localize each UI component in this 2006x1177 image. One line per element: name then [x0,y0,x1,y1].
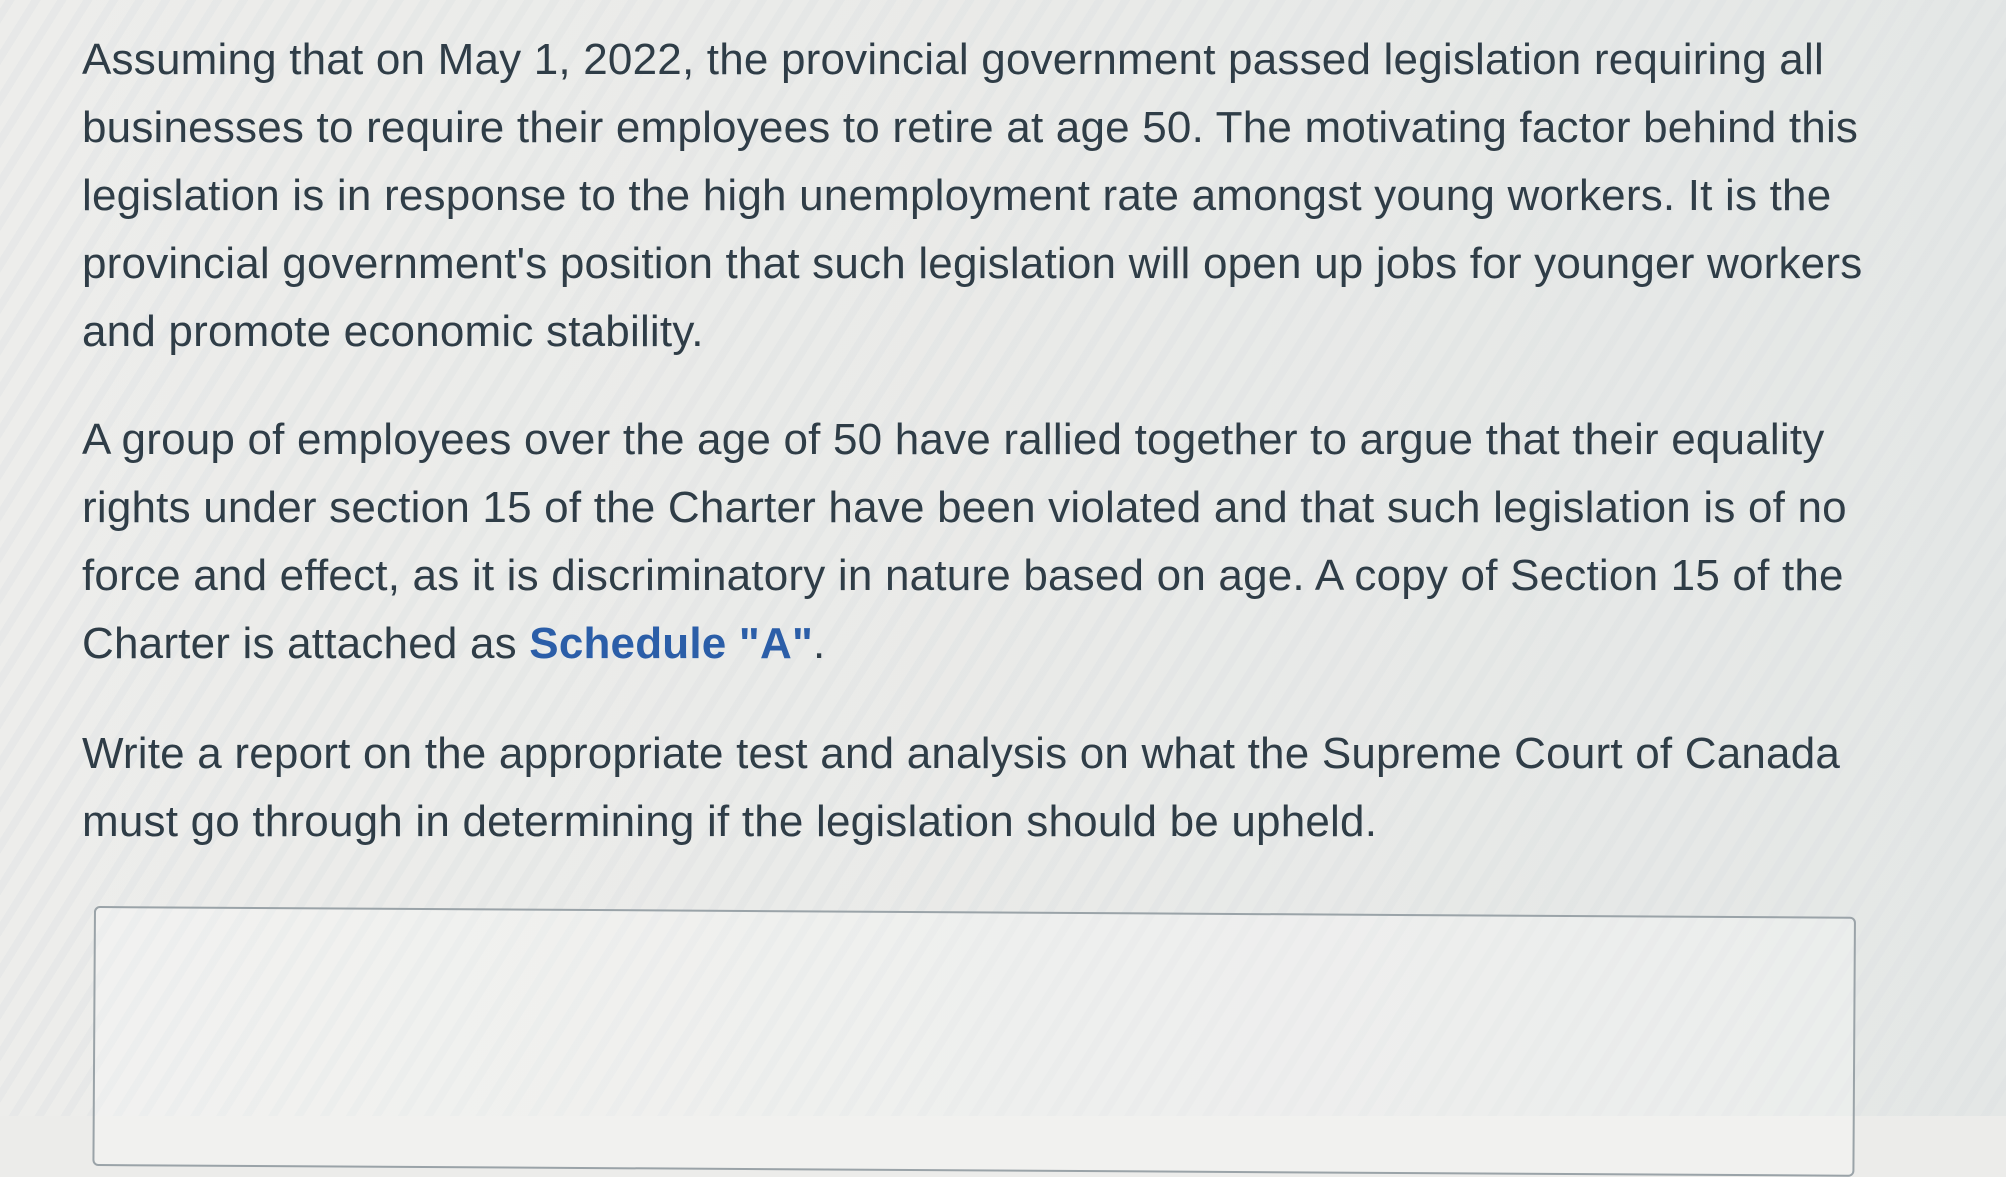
answer-text-area[interactable] [92,906,1856,1177]
question-paragraph-2-end: . [813,619,826,668]
question-text [82,26,1902,900]
question-paragraph-2-text: A group of employees over the age of 50 have rallied together to argue that their equality rights under section 15 of the Charter have been violated and that such legislation is of no force and effect, as it is discriminatory in nature based on age. A copy of Section 15 of the Charter is attached as [82,415,1847,668]
schedule-a-link[interactable]: Schedule "A" [529,619,814,668]
question-paragraph-1: Assuming that on May 1, 2022, the provincial government passed legislation requiring all businesses to require their employees to retire at age 50. The motivating factor behind this legislation is in response to the high unemployment rate amongst young workers. It is the provincial government's position that such legislation will open up jobs for younger workers and promote economic stability. [82,35,1863,356]
question-paragraph-2 [82,406,1902,678]
question-paragraph-3: Write a report on the appropriate test and analysis on what the Supreme Court of Canada must go through in determining if the legislation should be upheld. [82,729,1841,846]
